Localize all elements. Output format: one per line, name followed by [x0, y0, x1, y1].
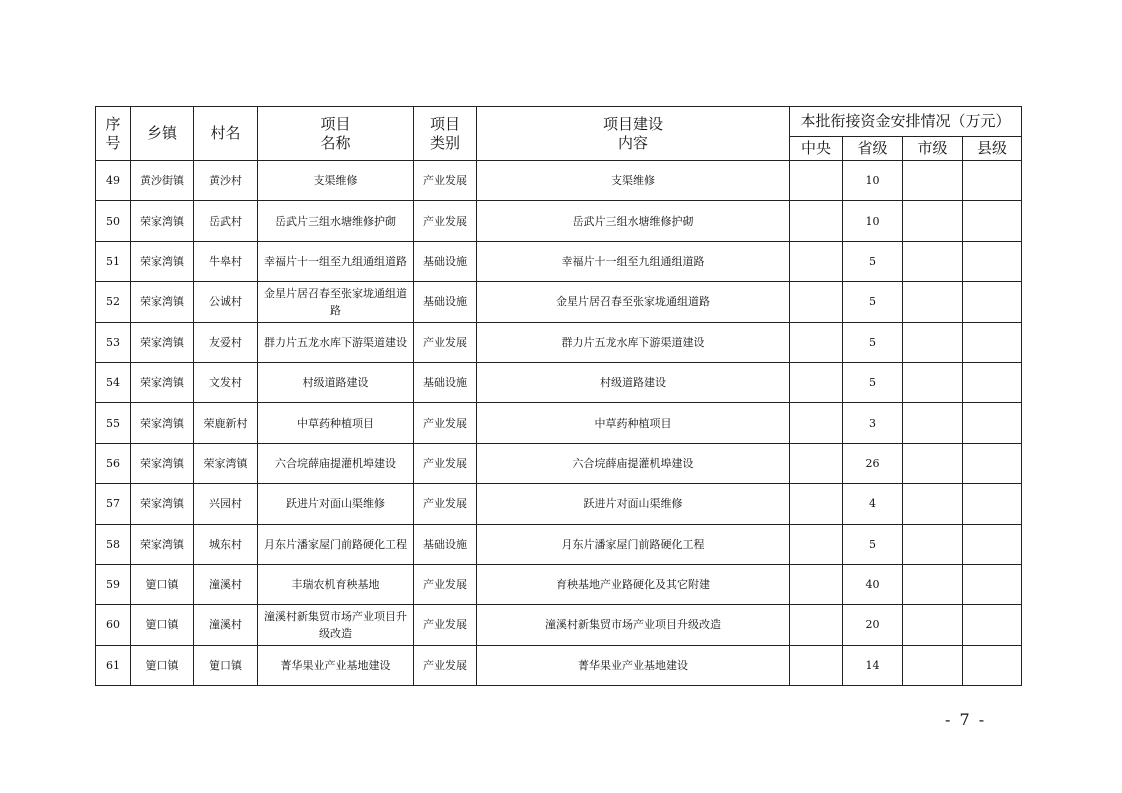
cell-seq: 57	[96, 484, 131, 524]
cell-town: 荣家湾镇	[131, 241, 194, 281]
cell-central	[790, 322, 843, 362]
cell-city	[903, 282, 963, 322]
cell-provincial: 20	[843, 605, 903, 645]
cell-type: 产业发展	[414, 564, 477, 604]
table-row	[96, 403, 1022, 443]
cell-content: 村级道路建设	[477, 362, 790, 402]
cell-village: 潼溪村	[194, 564, 258, 604]
cell-central	[790, 645, 843, 685]
cell-seq: 58	[96, 524, 131, 564]
cell-type: 产业发展	[414, 484, 477, 524]
cell-type: 产业发展	[414, 201, 477, 241]
cell-village: 荣家湾镇	[194, 443, 258, 483]
cell-provincial: 5	[843, 524, 903, 564]
cell-county	[963, 161, 1022, 201]
cell-county	[963, 403, 1022, 443]
cell-county	[963, 201, 1022, 241]
header-project-content: 项目建设内容	[477, 107, 790, 161]
cell-provincial: 5	[843, 241, 903, 281]
cell-name: 月东片潘家屋门前路硬化工程	[258, 524, 414, 564]
header-city: 市级	[903, 137, 963, 161]
table-row	[96, 484, 1022, 524]
cell-city	[903, 605, 963, 645]
cell-central	[790, 524, 843, 564]
cell-village: 兴园村	[194, 484, 258, 524]
cell-city	[903, 322, 963, 362]
cell-seq: 49	[96, 161, 131, 201]
cell-village: 潼溪村	[194, 605, 258, 645]
cell-town: 筻口镇	[131, 645, 194, 685]
cell-type: 基础设施	[414, 362, 477, 402]
cell-provincial: 10	[843, 161, 903, 201]
header-central: 中央	[790, 137, 843, 161]
cell-type: 产业发展	[414, 645, 477, 685]
cell-provincial: 40	[843, 564, 903, 604]
header-project-name: 项目名称	[258, 107, 414, 161]
cell-provincial: 14	[843, 645, 903, 685]
cell-type: 产业发展	[414, 605, 477, 645]
cell-content: 岳武片三组水塘维修护砌	[477, 201, 790, 241]
table-body	[96, 161, 1022, 686]
cell-central	[790, 403, 843, 443]
cell-name: 跃进片对面山渠维修	[258, 484, 414, 524]
cell-type: 产业发展	[414, 403, 477, 443]
table-row	[96, 161, 1022, 201]
cell-type: 基础设施	[414, 524, 477, 564]
cell-county	[963, 241, 1022, 281]
cell-central	[790, 605, 843, 645]
cell-content: 金星片居召春至张家垅通组道路	[477, 282, 790, 322]
funding-table	[95, 106, 1022, 686]
cell-village: 荣鹿新村	[194, 403, 258, 443]
cell-type: 产业发展	[414, 161, 477, 201]
table-row	[96, 241, 1022, 281]
cell-content: 幸福片十一组至九组通组道路	[477, 241, 790, 281]
cell-city	[903, 161, 963, 201]
cell-seq: 59	[96, 564, 131, 604]
cell-village: 城东村	[194, 524, 258, 564]
cell-type: 产业发展	[414, 322, 477, 362]
cell-central	[790, 564, 843, 604]
cell-county	[963, 564, 1022, 604]
cell-name: 支渠维修	[258, 161, 414, 201]
cell-town: 荣家湾镇	[131, 443, 194, 483]
cell-county	[963, 322, 1022, 362]
cell-village: 公诚村	[194, 282, 258, 322]
cell-content: 菁华果业产业基地建设	[477, 645, 790, 685]
cell-seq: 61	[96, 645, 131, 685]
cell-central	[790, 282, 843, 322]
cell-content: 跃进片对面山渠维修	[477, 484, 790, 524]
cell-central	[790, 241, 843, 281]
cell-central	[790, 161, 843, 201]
cell-central	[790, 484, 843, 524]
cell-seq: 56	[96, 443, 131, 483]
cell-seq: 53	[96, 322, 131, 362]
cell-village: 筻口镇	[194, 645, 258, 685]
cell-county	[963, 484, 1022, 524]
table-row	[96, 524, 1022, 564]
cell-town: 荣家湾镇	[131, 201, 194, 241]
cell-city	[903, 201, 963, 241]
cell-name: 群力片五龙水库下游渠道建设	[258, 322, 414, 362]
cell-town: 荣家湾镇	[131, 282, 194, 322]
cell-name: 六合垸薛庙提灌机埠建设	[258, 443, 414, 483]
table-row	[96, 443, 1022, 483]
header-provincial: 省级	[843, 137, 903, 161]
cell-village: 岳武村	[194, 201, 258, 241]
cell-city	[903, 403, 963, 443]
cell-central	[790, 362, 843, 402]
header-project-type: 项目类别	[414, 107, 477, 161]
cell-county	[963, 645, 1022, 685]
cell-provincial: 4	[843, 484, 903, 524]
cell-village: 友爱村	[194, 322, 258, 362]
cell-name: 菁华果业产业基地建设	[258, 645, 414, 685]
cell-content: 潼溪村新集贸市场产业项目升级改造	[477, 605, 790, 645]
cell-town: 黄沙街镇	[131, 161, 194, 201]
table-row	[96, 564, 1022, 604]
cell-type: 产业发展	[414, 443, 477, 483]
cell-city	[903, 645, 963, 685]
cell-city	[903, 241, 963, 281]
cell-content: 群力片五龙水库下游渠道建设	[477, 322, 790, 362]
cell-name: 潼溪村新集贸市场产业项目升级改造	[258, 605, 414, 645]
cell-type: 基础设施	[414, 241, 477, 281]
table-row	[96, 282, 1022, 322]
cell-city	[903, 524, 963, 564]
cell-name: 幸福片十一组至九组通组道路	[258, 241, 414, 281]
cell-county	[963, 362, 1022, 402]
cell-name: 金星片居召春至张家垅通组道路	[258, 282, 414, 322]
cell-provincial: 10	[843, 201, 903, 241]
cell-county	[963, 605, 1022, 645]
cell-county	[963, 282, 1022, 322]
cell-type: 基础设施	[414, 282, 477, 322]
cell-county	[963, 524, 1022, 564]
cell-village: 黄沙村	[194, 161, 258, 201]
cell-provincial: 5	[843, 362, 903, 402]
page-number: - 7 -	[945, 710, 987, 729]
cell-city	[903, 484, 963, 524]
cell-village: 牛皋村	[194, 241, 258, 281]
cell-name: 丰瑞农机育秧基地	[258, 564, 414, 604]
cell-city	[903, 362, 963, 402]
cell-provincial: 3	[843, 403, 903, 443]
cell-town: 荣家湾镇	[131, 484, 194, 524]
header-village: 村名	[194, 107, 258, 161]
cell-city	[903, 443, 963, 483]
table-row	[96, 645, 1022, 685]
cell-content: 中草药种植项目	[477, 403, 790, 443]
table-row	[96, 362, 1022, 402]
cell-seq: 55	[96, 403, 131, 443]
header-county: 县级	[963, 137, 1022, 161]
header-funding-group: 本批衔接资金安排情况（万元）	[790, 107, 1022, 137]
header-seq: 序号	[96, 107, 131, 161]
cell-name: 村级道路建设	[258, 362, 414, 402]
cell-town: 荣家湾镇	[131, 362, 194, 402]
cell-provincial: 5	[843, 322, 903, 362]
cell-content: 支渠维修	[477, 161, 790, 201]
table-row	[96, 605, 1022, 645]
table-row	[96, 322, 1022, 362]
header-town: 乡镇	[131, 107, 194, 161]
cell-seq: 60	[96, 605, 131, 645]
cell-central	[790, 201, 843, 241]
cell-content: 月东片潘家屋门前路硬化工程	[477, 524, 790, 564]
cell-town: 荣家湾镇	[131, 524, 194, 564]
cell-town: 筻口镇	[131, 564, 194, 604]
cell-seq: 52	[96, 282, 131, 322]
cell-name: 中草药种植项目	[258, 403, 414, 443]
cell-seq: 50	[96, 201, 131, 241]
cell-provincial: 5	[843, 282, 903, 322]
cell-town: 筻口镇	[131, 605, 194, 645]
cell-village: 文发村	[194, 362, 258, 402]
cell-town: 荣家湾镇	[131, 403, 194, 443]
cell-seq: 54	[96, 362, 131, 402]
cell-content: 六合垸薛庙提灌机埠建设	[477, 443, 790, 483]
cell-central	[790, 443, 843, 483]
cell-content: 育秧基地产业路硬化及其它附建	[477, 564, 790, 604]
cell-name: 岳武片三组水塘维修护砌	[258, 201, 414, 241]
cell-city	[903, 564, 963, 604]
cell-provincial: 26	[843, 443, 903, 483]
cell-town: 荣家湾镇	[131, 322, 194, 362]
table-row	[96, 201, 1022, 241]
cell-seq: 51	[96, 241, 131, 281]
cell-county	[963, 443, 1022, 483]
